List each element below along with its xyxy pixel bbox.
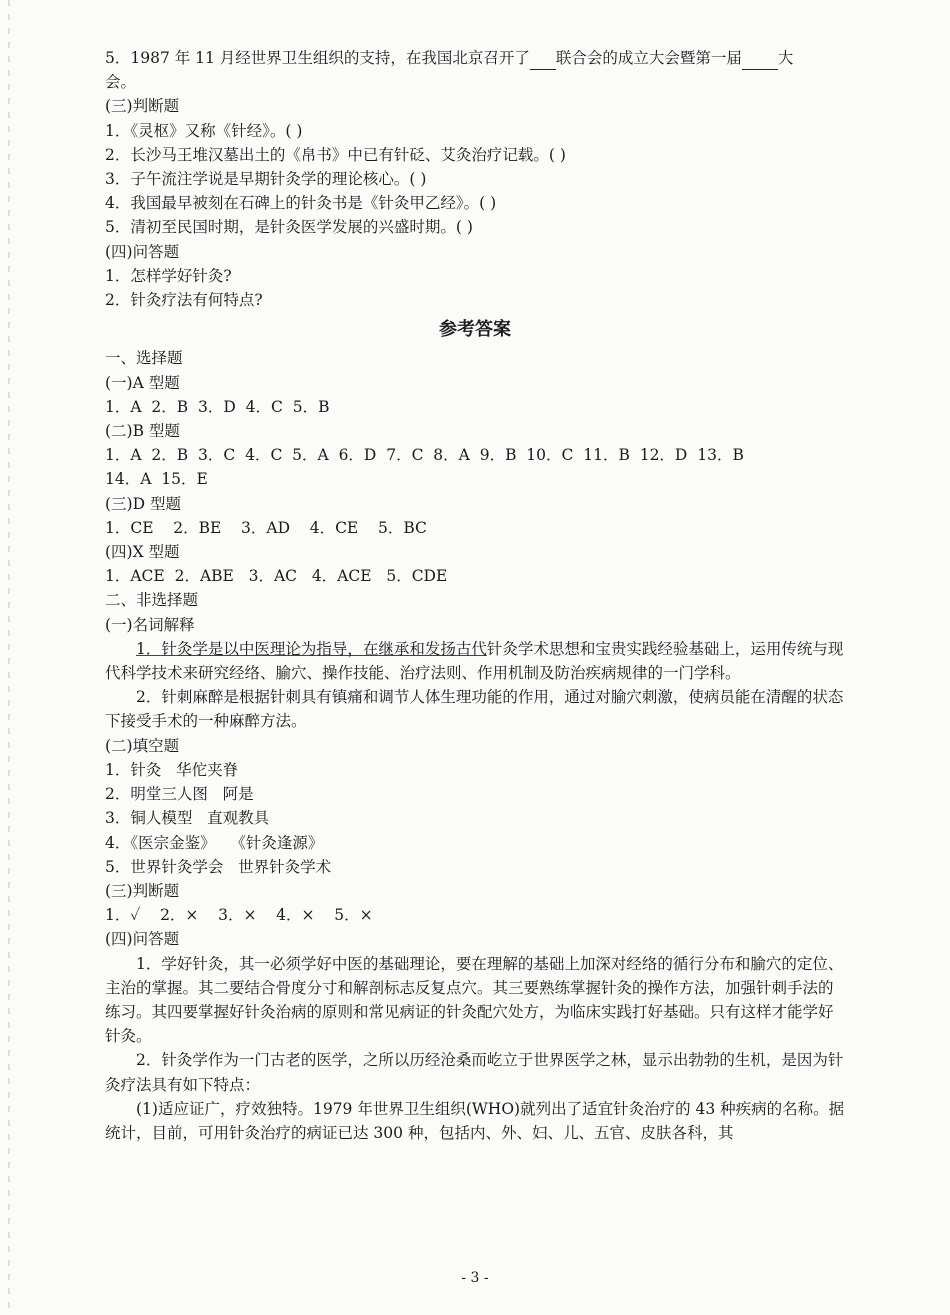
nonchoice-heading: 二、非选择题 bbox=[105, 591, 199, 610]
fill-heading: (二)填空题 bbox=[105, 736, 180, 755]
judge-heading: (三)判断题 bbox=[105, 97, 180, 116]
judge-item: 3．子午流注学说是早期针灸学的理论核心。( ) bbox=[105, 170, 427, 189]
b-type-answers-cont: 14．A 15．E bbox=[105, 470, 208, 489]
qa-item: 1．怎样学好针灸? bbox=[105, 266, 232, 285]
fill-answer: 5．世界针灸学会 世界针灸学术 bbox=[105, 857, 332, 876]
judge-item: 2．长沙马王堆汉墓出土的《帛书》中已有针砭、艾灸治疗记载。( ) bbox=[105, 145, 566, 164]
term-answer-2: 2．针刺麻醉是根据针刺具有镇痛和调节人体生理功能的作用，通过对腧穴刺激，使病员能在清醒的状态下接受手术的一种麻醉方法。 bbox=[105, 688, 844, 731]
handwritten-underline: 1．针灸学是以中医理论为指导，在继承和发扬古代 bbox=[136, 639, 487, 658]
a-type-answers: 1．A 2．B 3．D 4．C 5．B bbox=[105, 397, 330, 416]
judge-item: 4．我国最早被刻在石碑上的针灸书是《针灸甲乙经》。( ) bbox=[105, 194, 497, 213]
d-type-heading: (三)D 型题 bbox=[105, 494, 181, 513]
x-type-heading: (四)X 型题 bbox=[105, 543, 180, 562]
term-answer-1: 1．针灸学是以中医理论为指导，在继承和发扬古代针灸学术思想和宝贵实践经验基础上，运用传统与现代科学技术来研究经络、腧穴、操作技能、治疗法则、作用机制及防治疾病规律的一门学科。 bbox=[105, 639, 844, 683]
qa-answer-2: 2．针灸学作为一门古老的医学，之所以历经沧桑而屹立于世界医学之林，显示出勃勃的生机，是因为针灸疗法具有如下特点： bbox=[105, 1051, 844, 1094]
judge-answer-heading: (三)判断题 bbox=[105, 881, 180, 900]
choice-heading: 一、选择题 bbox=[105, 349, 183, 368]
fill-blank bbox=[530, 53, 556, 70]
fill-blank bbox=[742, 53, 778, 70]
fill-question-5-cont: 会。 bbox=[105, 73, 137, 92]
qa-answer-1: 1．学好针灸，其一必须学好中医的基础理论，要在理解的基础上加深对经络的循行分布和腧穴的定位、主治的掌握。其二要结合骨度分寸和解剖标志反复点穴。其三要熟练掌握针灸的操作方法，加强针刺手法的练习。其四要掌握好针灸治病的原则和常见病证的针灸配穴处方，为临床实践打好基础。只有这样才能学好针灸。 bbox=[105, 954, 844, 1046]
document-page bbox=[105, 46, 845, 1145]
fill-answer: 1．针灸 华佗夹脊 bbox=[105, 760, 239, 779]
fill-answer: 3．铜人模型 直观教具 bbox=[105, 809, 270, 828]
fill-question-5: 5．1987 年 11 月经世界卫生组织的支持，在我国北京召开了 联合会的成立大会暨第一届 大 bbox=[105, 46, 845, 70]
qa-heading: (四)问答题 bbox=[105, 242, 180, 261]
fill-answer: 4．《医宗金鉴》 《针灸逢源》 bbox=[105, 833, 324, 852]
page-number: - 3 - bbox=[461, 1270, 489, 1286]
b-type-heading: (二)B 型题 bbox=[105, 422, 180, 441]
a-type-heading: (一)A 型题 bbox=[105, 373, 180, 392]
qa-answer-2-point-1: (1)适应证广，疗效独特。1979 年世界卫生组织(WHO)就列出了适宜针灸治疗的 43 种疾病的名称。据统计，目前，可用针灸治疗的病证已达 300 种，包括内、外、妇、儿、五官、皮肤各科，其 bbox=[105, 1099, 845, 1142]
term-heading: (一)名词解释 bbox=[105, 615, 195, 634]
b-type-answers: 1．A 2．B 3．C 4．C 5．A 6．D 7．C 8．A 9．B 10．C 11．B 12．D 13．B bbox=[105, 446, 744, 465]
judge-item: 5．清初至民国时期，是针灸医学发展的兴盛时期。( ) bbox=[105, 218, 473, 237]
x-type-answers: 1．ACE 2．ABE 3．AC 4．ACE 5．CDE bbox=[105, 567, 448, 586]
qa-item: 2．针灸疗法有何特点? bbox=[105, 291, 263, 310]
scan-edge-decoration bbox=[8, 0, 10, 1315]
d-type-answers: 1．CE 2．BE 3．AD 4．CE 5．BC bbox=[105, 518, 427, 537]
qa-answer-heading: (四)问答题 bbox=[105, 930, 180, 949]
fill-answer: 2．明堂三人图 阿是 bbox=[105, 785, 254, 804]
judge-item: 1．《灵枢》又称《针经》。( ) bbox=[105, 121, 303, 140]
judge-answers: 1．✓ 2．× 3．× 4．× 5．× bbox=[105, 906, 373, 925]
answers-title: 参考答案 bbox=[439, 319, 511, 341]
